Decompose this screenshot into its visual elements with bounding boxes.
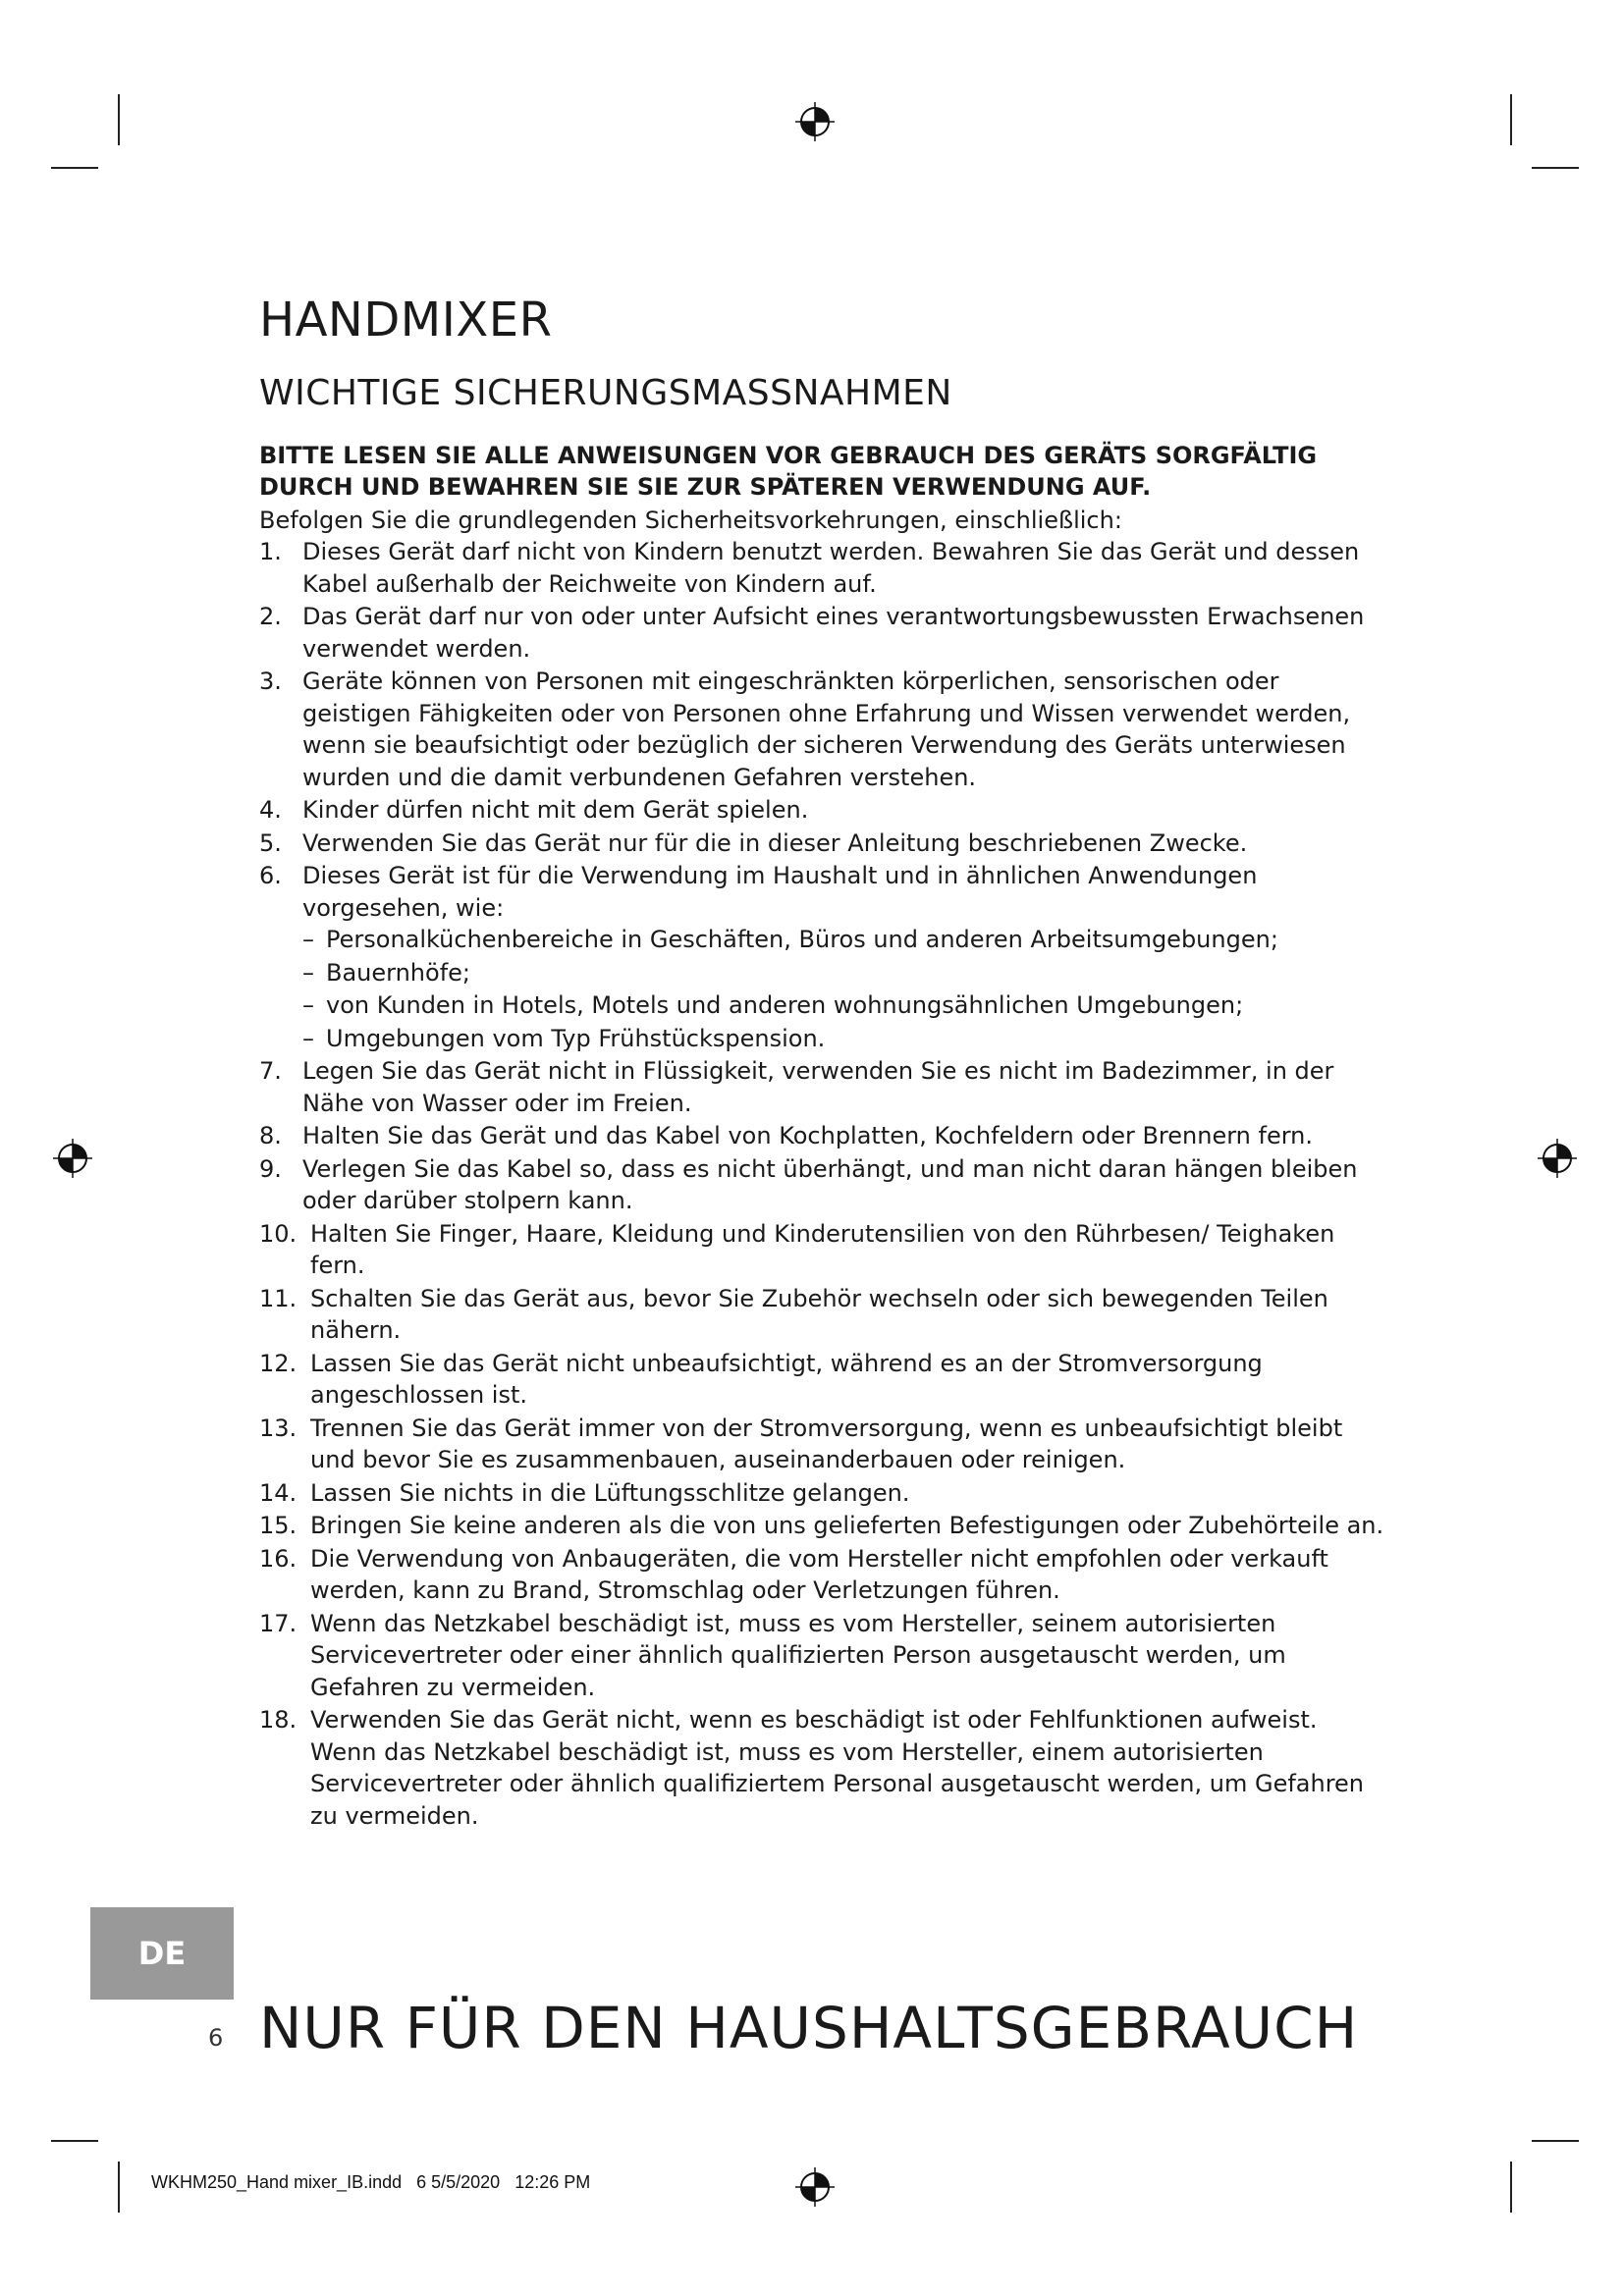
language-tab: DE [90, 1907, 234, 2000]
list-item-text: Dieses Gerät ist für die Verwendung im Haushalt und in ähnlichen Anwendungen vorgesehen, wie: [302, 862, 1258, 922]
registration-mark-top-icon [793, 100, 837, 143]
list-item [259, 1608, 1388, 1704]
list-item-number: 16. [259, 1544, 298, 1573]
list-item [259, 1153, 1388, 1217]
list-item-number: 9. [259, 1154, 282, 1183]
intro-text: Befolgen Sie die grundlegenden Sicherheitsvorkehrungen, einschließlich: [259, 507, 1122, 535]
list-item-text: Schalten Sie das Gerät aus, bevor Sie Zubehör wechseln oder sich bewegenden Teilen nähern. [310, 1284, 1328, 1345]
list-item-number: 3. [259, 667, 282, 696]
list-item-text: Halten Sie das Gerät und das Kabel von Kochplatten, Kochfeldern oder Brennern fern. [302, 1122, 1314, 1150]
page-title: HANDMIXER [259, 293, 553, 347]
dash-bullet: – [302, 991, 314, 1020]
list-item-number: 4. [259, 796, 282, 825]
crop-mark-top-left-v [118, 94, 120, 145]
sub-list-item-text: Umgebungen vom Typ Frühstückspension. [326, 1024, 826, 1052]
registration-mark-bottom-icon [793, 2165, 837, 2209]
list-item-text: Verwenden Sie das Gerät nicht, wenn es beschädigt ist oder Fehlfunktionen aufweist. Wenn das Netzkabel beschädigt ist, muss es vom Hersteller, einem autorisierten Servicevertreter oder ähnlich qualifiziertem Personal ausgetauscht werden, um Gefahren zu vermeiden. [310, 1706, 1365, 1830]
sub-list-item-text: Bauernhöfe; [326, 958, 470, 987]
list-item-number: 5. [259, 828, 282, 857]
crop-mark-bottom-left-h [51, 2140, 98, 2142]
registration-mark-right-icon [1536, 1137, 1579, 1180]
list-item-text: Verlegen Sie das Kabel so, dass es nicht überhängt, und man nicht daran hängen bleiben oder darüber stolpern kann. [302, 1154, 1358, 1215]
sub-list-item [302, 989, 1388, 1022]
list-item [259, 1704, 1388, 1832]
crop-mark-top-right-h [1532, 167, 1579, 169]
list-item-text: Lassen Sie nichts in die Lüftungsschlitze gelangen. [310, 1478, 910, 1507]
page-number: 6 [208, 2024, 224, 2052]
list-item-number: 15. [259, 1512, 298, 1540]
list-item-text: Wenn das Netzkabel beschädigt ist, muss es vom Hersteller, seinem autorisierten Servicevertreter oder einer ähnlich qualifizierten Person ausgetauscht werden, um Gefahren zu vermeiden. [310, 1609, 1286, 1701]
list-item [259, 1283, 1388, 1347]
sub-list-item [302, 924, 1388, 956]
list-item-number: 7. [259, 1057, 282, 1086]
list-item-number: 1. [259, 538, 282, 566]
sub-list-item-text: von Kunden in Hotels, Motels und anderen wohnungsähnlichen Umgebungen; [326, 991, 1244, 1020]
list-item-text: Kinder dürfen nicht mit dem Gerät spielen. [302, 796, 809, 825]
household-use-heading: NUR FÜR DEN HAUSHALTSGEBRAUCH [259, 1995, 1359, 2061]
list-item-number: 18. [259, 1706, 298, 1735]
registration-mark-left-icon [51, 1137, 94, 1180]
list-item [259, 1543, 1388, 1607]
safety-list [259, 536, 1388, 1832]
print-slug: WKHM250_Hand mixer_IB.indd 6 5/5/2020 12:26 PM [151, 2172, 591, 2192]
list-item-text: Verwenden Sie das Gerät nur für die in dieser Anleitung beschriebenen Zwecke. [302, 828, 1248, 857]
crop-mark-bottom-right-v [1510, 2162, 1512, 2213]
list-item-text: Lassen Sie das Gerät nicht unbeaufsichtigt, während es an der Stromversorgung angeschlossen ist. [310, 1349, 1263, 1410]
list-item-number: 11. [259, 1284, 298, 1312]
list-item [259, 1510, 1388, 1542]
crop-mark-top-right-v [1510, 94, 1512, 145]
list-item [259, 601, 1388, 665]
list-item [259, 860, 1388, 1054]
list-item-text: Das Gerät darf nur von oder unter Aufsicht eines verantwortungsbewussten Erwachsenen verwendet werden. [302, 603, 1365, 663]
list-item-number: 8. [259, 1122, 282, 1150]
list-item-number: 12. [259, 1349, 298, 1377]
crop-mark-bottom-right-h [1532, 2140, 1579, 2142]
sub-list-item [302, 1023, 1388, 1055]
list-item [259, 536, 1388, 600]
list-item [259, 1055, 1388, 1119]
list-item [259, 1120, 1388, 1152]
list-item-number: 2. [259, 603, 282, 631]
list-item-text: Geräte können von Personen mit eingeschränkten körperlichen, sensorischen oder geistigen Fähigkeiten oder von Personen ohne Erfahrung und Wissen verwendet werden, wenn sie beaufsichtigt oder bezüglich der sicheren Verwendung des Geräts unterwiesen wurden und die damit verbundenen Gefahren verstehen. [302, 667, 1351, 791]
dash-bullet: – [302, 926, 314, 954]
list-item-number: 17. [259, 1609, 298, 1637]
sub-list-item-text: Personalküchenbereiche in Geschäften, Büros und anderen Arbeitsumgebungen; [326, 926, 1278, 954]
list-item-text: Legen Sie das Gerät nicht in Flüssigkeit, verwenden Sie es nicht im Badezimmer, in der Nähe von Wasser oder im Freien. [302, 1057, 1334, 1117]
list-item-text: Trennen Sie das Gerät immer von der Stromversorgung, wenn es unbeaufsichtigt bleibt und bevor Sie es zusammenbauen, auseinanderbauen oder reinigen. [310, 1414, 1343, 1474]
main-content [259, 294, 1388, 1833]
list-item [259, 1477, 1388, 1510]
list-item [259, 794, 1388, 827]
crop-mark-top-left-h [51, 167, 98, 169]
sub-list [302, 924, 1388, 1054]
list-item [259, 1348, 1388, 1412]
section-title: WICHTIGE SICHERUNGSMASSNAHMEN [259, 372, 952, 413]
list-item-text: Dieses Gerät darf nicht von Kindern benutzt werden. Bewahren Sie das Gerät und dessen Kabel außerhalb der Reichweite von Kindern auf. [302, 538, 1360, 598]
list-item-number: 14. [259, 1478, 298, 1507]
list-item [259, 828, 1388, 860]
list-item-text: Die Verwendung von Anbaugeräten, die vom Hersteller nicht empfohlen oder verkauft werden, kann zu Brand, Stromschlag oder Verletzungen führen. [310, 1544, 1328, 1605]
list-item-number: 6. [259, 862, 282, 890]
list-item-number: 13. [259, 1414, 298, 1442]
sub-list-item [302, 957, 1388, 989]
list-item-text: Halten Sie Finger, Haare, Kleidung und Kinderutensilien von den Rührbesen/ Teighaken fern. [310, 1219, 1335, 1280]
dash-bullet: – [302, 958, 314, 987]
read-instructions-notice: BITTE LESEN SIE ALLE ANWEISUNGEN VOR GEBRAUCH DES GERÄTS SORGFÄLTIG DURCH UND BEWAHREN SIE SIE ZUR SPÄTEREN VERWENDUNG AUF. [259, 442, 1318, 502]
list-item [259, 1413, 1388, 1476]
list-item [259, 1218, 1388, 1282]
list-item [259, 666, 1388, 793]
list-item-number: 10. [259, 1219, 298, 1248]
crop-mark-bottom-left-v [118, 2162, 120, 2213]
dash-bullet: – [302, 1024, 314, 1052]
list-item-text: Bringen Sie keine anderen als die von uns gelieferten Befestigungen oder Zubehörteile an. [310, 1512, 1384, 1540]
